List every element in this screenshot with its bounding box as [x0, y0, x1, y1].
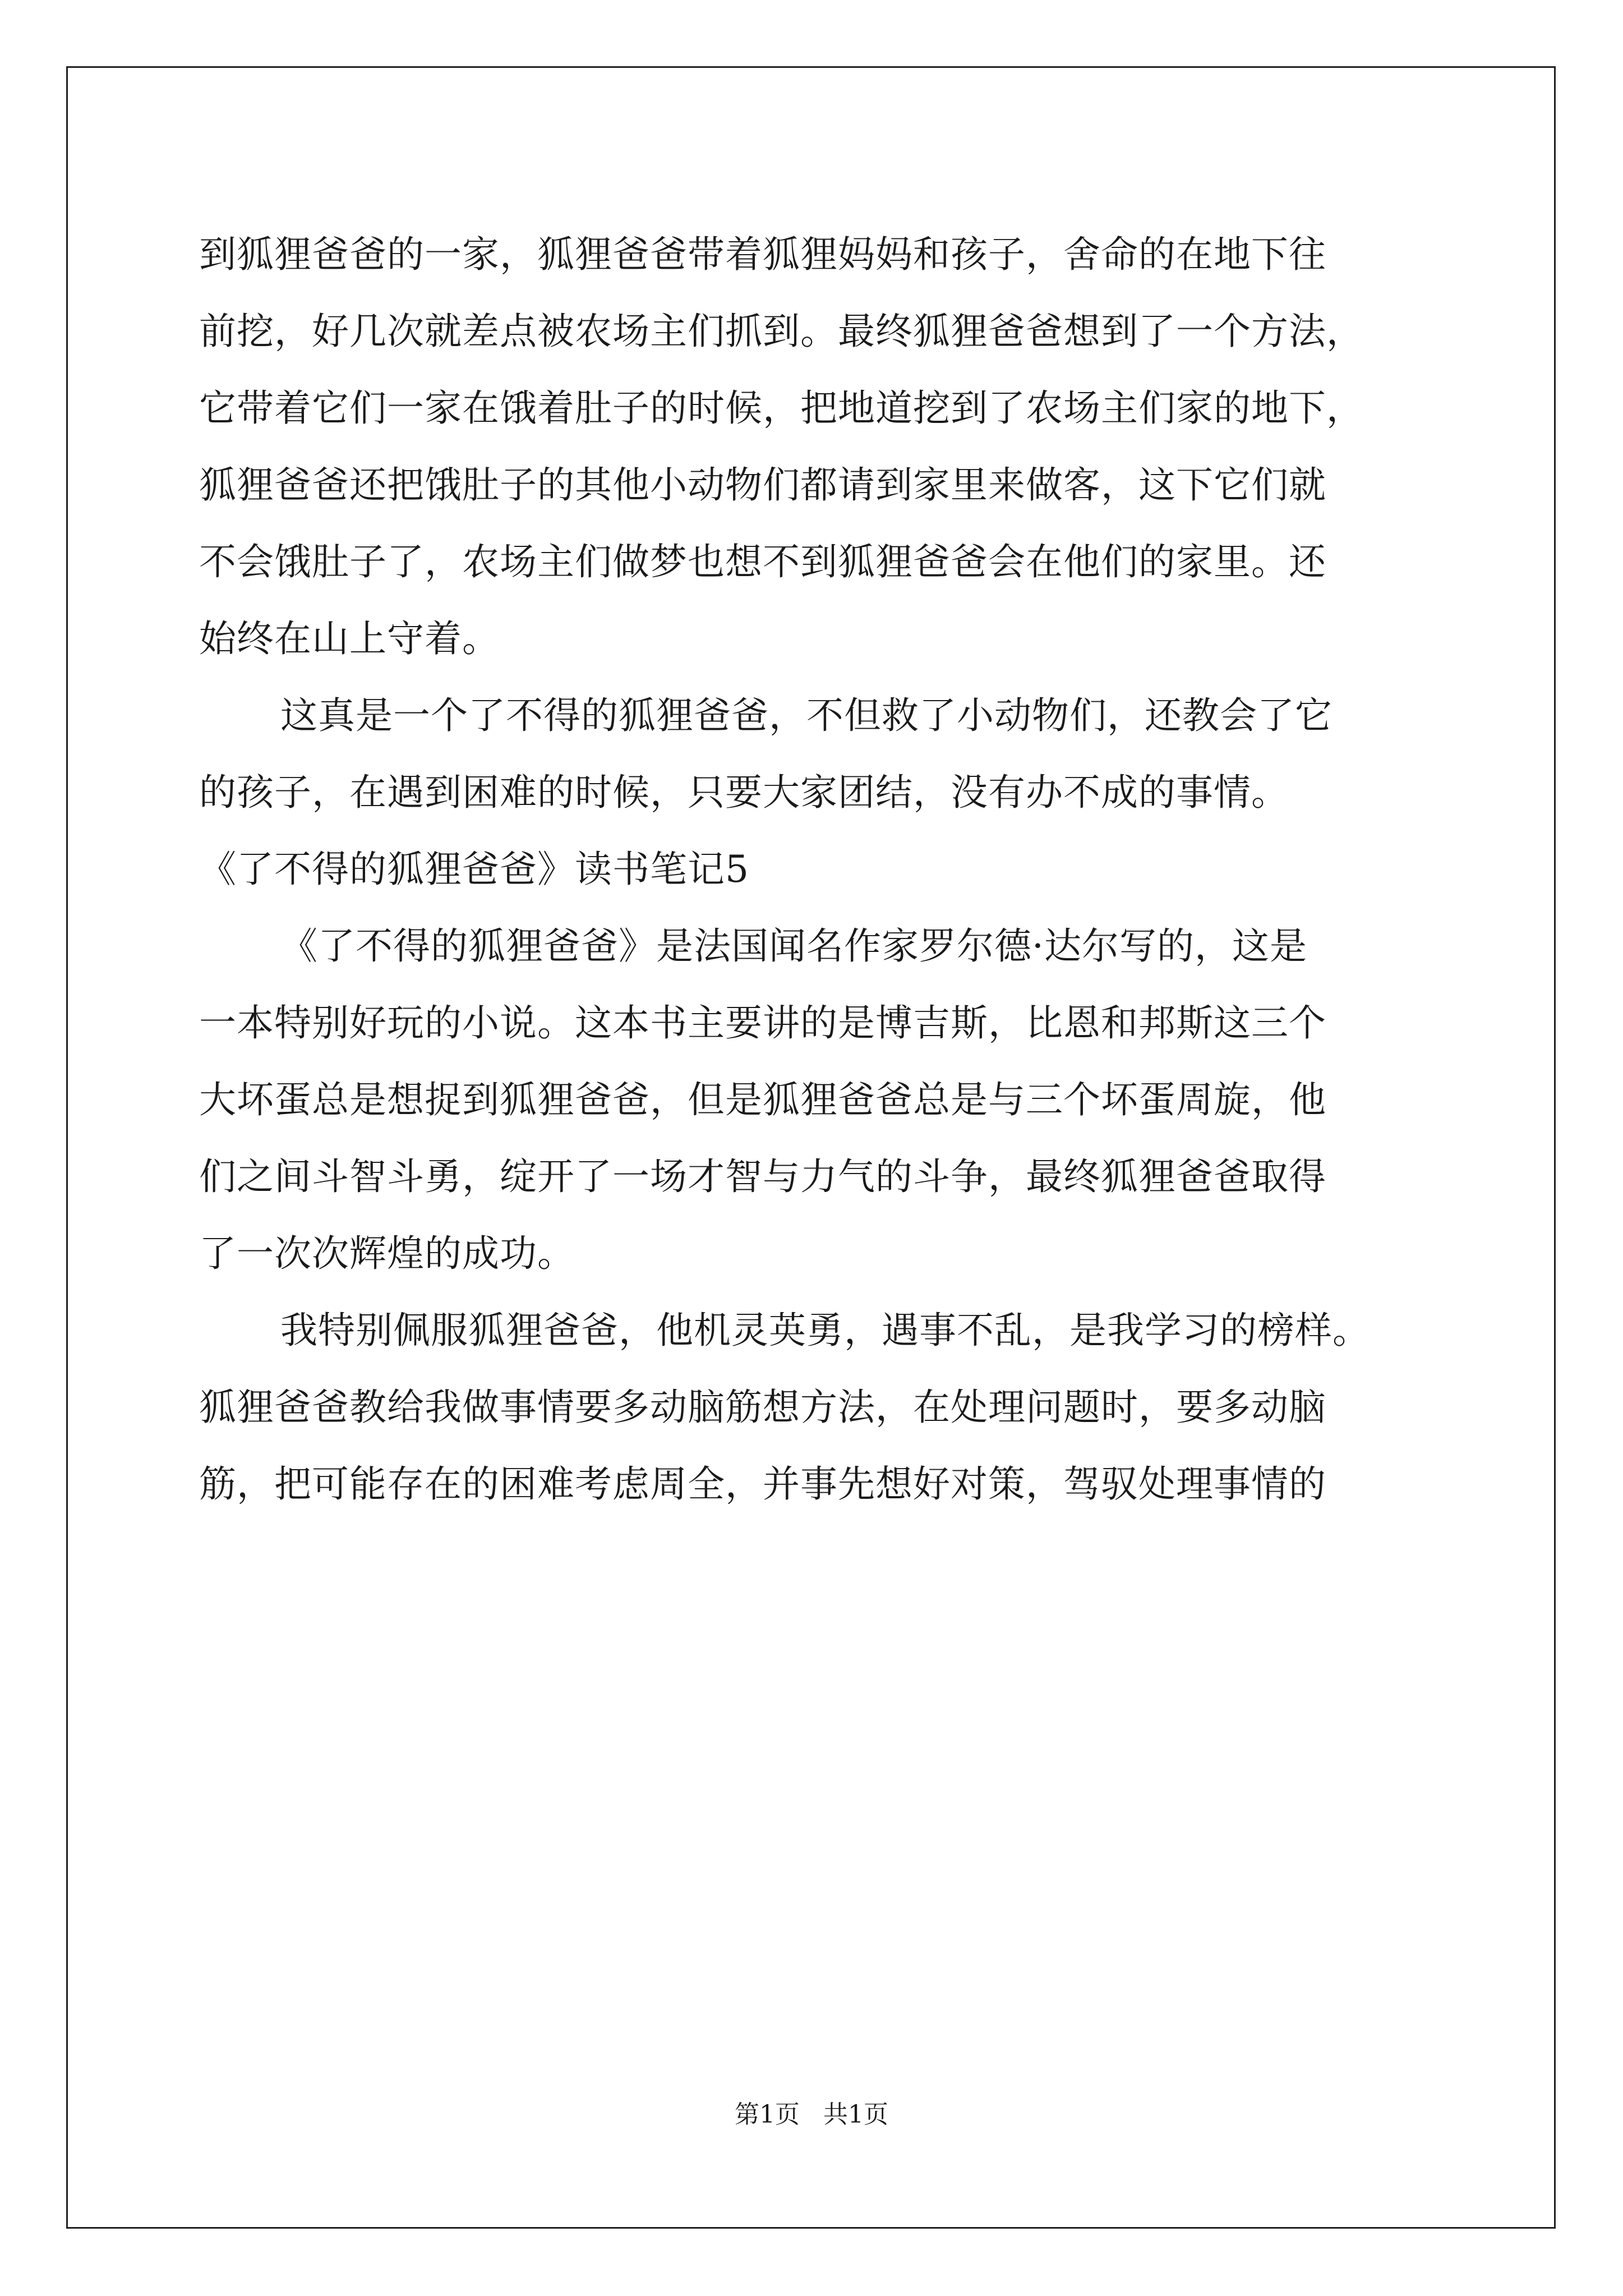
text-line: 它带着它们一家在饿着肚子的时候，把地道挖到了农场主们家的地下， — [199, 386, 1364, 430]
paragraph-first-line: 这真是一个了不得的狐狸爸爸，不但救了小动物们，还教会了它 — [280, 694, 1332, 737]
paragraph-first-line: 《了不得的狐狸爸爸》是法国闻名作家罗尔德·达尔写的，这是 — [280, 924, 1307, 968]
text-line: 不会饿肚子了，农场主们做梦也想不到狐狸爸爸会在他们的家里。还 — [199, 540, 1326, 583]
text-line: 们之间斗智斗勇，绽开了一场才智与力气的斗争，最终狐狸爸爸取得 — [199, 1155, 1326, 1198]
text-line: 了一次次辉煌的成功。 — [199, 1232, 575, 1275]
text-line: 狐狸爸爸还把饿肚子的其他小动物们都请到家里来做客，这下它们就 — [199, 463, 1326, 507]
document-body — [199, 216, 1433, 1522]
text-line: 到狐狸爸爸的一家，狐狸爸爸带着狐狸妈妈和孩子，舍命的在地下往 — [199, 233, 1326, 276]
text-line: 狐狸爸爸教给我做事情要多动脑筋想方法，在处理问题时，要多动脑 — [199, 1386, 1326, 1429]
text-line: 的孩子，在遇到困难的时候，只要大家团结，没有办不成的事情。 — [199, 771, 1289, 814]
page-number-footer: 第1页 共1页 — [735, 2100, 888, 2129]
section-heading: 《了不得的狐狸爸爸》读书笔记5 — [199, 848, 749, 891]
text-line: 始终在山上守着。 — [199, 617, 500, 660]
text-line: 大坏蛋总是想捉到狐狸爸爸，但是狐狸爸爸总是与三个坏蛋周旋，他 — [199, 1078, 1326, 1121]
text-line: 前挖，好几次就差点被农场主们抓到。最终狐狸爸爸想到了一个方法， — [199, 310, 1364, 353]
text-line: 筋，把可能存在的困难考虑周全，并事先想好对策，驾驭处理事情的 — [199, 1462, 1326, 1506]
paragraph-first-line: 我特别佩服狐狸爸爸，他机灵英勇，遇事不乱，是我学习的榜样。 — [280, 1309, 1370, 1352]
text-line: 一本特别好玩的小说。这本书主要讲的是博吉斯，比恩和邦斯这三个 — [199, 1001, 1326, 1045]
